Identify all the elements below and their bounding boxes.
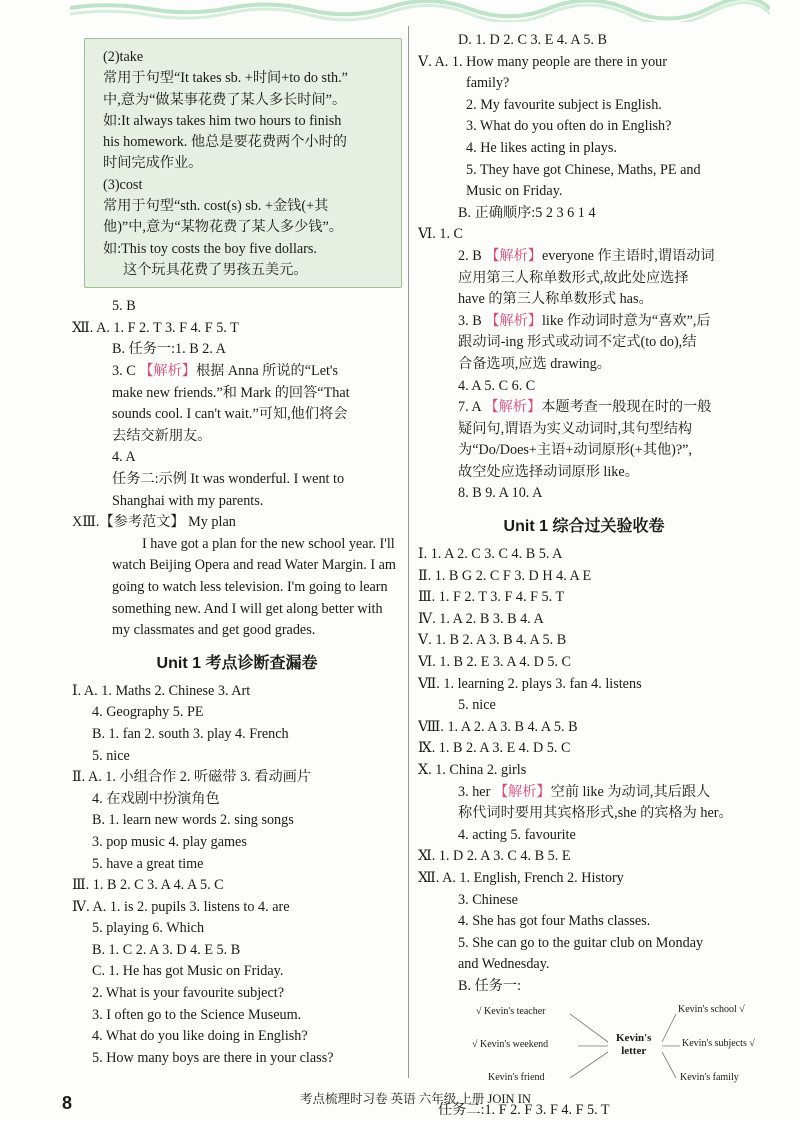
note-line: 他)”中,意为“某物花费了某人多少钱”。	[103, 219, 343, 236]
answer-line: Ⅻ. A. 1. F 2. T 3. F 4. F 5. T	[72, 319, 239, 336]
answer-line: make new friends.”和 Mark 的回答“That	[112, 384, 350, 401]
answer-line: 3. her 【解析】空前 like 为动词,其后跟人	[458, 783, 711, 800]
answer-line: Ⅷ. 1. A 2. A 3. B 4. A 5. B	[418, 718, 578, 735]
usage-note-box	[84, 38, 402, 288]
page-footer: 考点梳理时习卷 英语 六年级 上册 JOIN IN	[300, 1092, 531, 1106]
answer-line: Ⅵ. 1. C	[418, 226, 464, 243]
note-line: 时间完成作业。	[103, 155, 203, 172]
mind-map-node: Kevin's school √	[678, 1003, 745, 1015]
answer-line: 4. A	[112, 449, 136, 466]
note-line: 常用于句型“It takes sb. +时间+to do sth.”	[103, 70, 348, 87]
note-line: 如:It always takes him two hours to finish	[103, 112, 342, 129]
left-column	[72, 30, 402, 1069]
answer-line: Ⅳ. A. 1. is 2. pupils 3. listens to 4. are	[72, 898, 290, 915]
answer-line: 去结交新朋友。	[112, 427, 212, 444]
answer-line: C. 1. He has got Music on Friday.	[92, 963, 284, 980]
answer-line: 3. B 【解析】like 作动词时意为“喜欢”,后	[458, 312, 711, 329]
answer-line: 4. He likes acting in plays.	[466, 139, 617, 156]
answer-line: Shanghai with my parents.	[112, 492, 264, 509]
answer-line: Ⅴ. 1. B 2. A 3. B 4. A 5. B	[418, 632, 567, 649]
answer-line: XⅢ.【参考范文】 My plan	[72, 514, 236, 531]
mind-map	[458, 1002, 755, 1094]
note-line: his homework. 他总是要花费两个小时的	[103, 134, 347, 151]
answer-line: 2. What is your favourite subject?	[92, 985, 285, 1002]
answer-line: Ⅺ. 1. D 2. A 3. C 4. B 5. E	[418, 848, 571, 865]
answer-line: 任务二:示例 It was wonderful. I went to	[112, 471, 345, 488]
answer-line: 应用第三人称单数形式,故此处应选择	[458, 269, 689, 286]
answer-line: 2. B 【解析】everyone 作主语时,谓语动词	[458, 247, 715, 264]
answer-line: Ⅲ. 1. F 2. T 3. F 4. F 5. T	[418, 589, 565, 606]
answer-line: 5. playing 6. Which	[92, 920, 205, 937]
answer-line: D. 1. D 2. C 3. E 4. A 5. B	[458, 32, 607, 48]
mind-map-node: Kevin's friend	[488, 1071, 545, 1083]
answer-line: 2. My favourite subject is English.	[466, 96, 662, 113]
analysis-tag: 【解析】	[485, 247, 542, 264]
answer-line: 称代词时要用其宾格形式,she 的宾格为 her。	[458, 805, 733, 822]
answer-line: 5. nice	[458, 697, 496, 714]
answer-line: and Wednesday.	[458, 956, 550, 973]
answer-line: Ⅰ. 1. A 2. C 3. C 4. B 5. A	[418, 546, 563, 563]
answer-line: 5. How many boys are there in your class?	[92, 1049, 334, 1066]
answer-line: 4. 在戏剧中扮演角色	[92, 790, 220, 807]
note-line: (3)cost	[103, 176, 143, 193]
answer-line: B. 正确顺序:5 2 3 6 1 4	[458, 204, 596, 221]
note-line: 中,意为“做某事花费了某人多长时间”。	[103, 91, 347, 108]
answer-line: B. 1. learn new words 2. sing songs	[92, 812, 294, 829]
answer-line: Ⅶ. 1. learning 2. plays 3. fan 4. listens	[418, 675, 642, 692]
answer-line: B. 任务一:	[458, 977, 522, 994]
column-divider	[408, 26, 409, 1078]
answer-line: 5. She can go to the guitar club on Monday	[458, 934, 704, 951]
analysis-tag: 【解析】	[485, 312, 542, 329]
answer-line: 跟动词-ing 形式或动词不定式(to do),结	[458, 334, 697, 351]
answer-line: Ⅹ. 1. China 2. girls	[418, 762, 527, 778]
model-essay: I have got a plan for the new school year. I'll watch Beijing Opera and read Water Margin. I am going to watch less television. I'm going to learn something new. And I will get along better with my classmates and get good grades.	[112, 535, 396, 639]
answer-line: 4. What do you like doing in English?	[92, 1028, 308, 1045]
note-line: 这个玩具花费了男孩五美元。	[123, 261, 308, 278]
answer-line: 3. pop music 4. play games	[92, 833, 247, 850]
answer-line: Ⅳ. 1. A 2. B 3. B 4. A	[418, 610, 544, 627]
answer-line: 4. acting 5. favourite	[458, 826, 576, 843]
answer-line: Ⅻ. A. 1. English, French 2. History	[418, 869, 624, 886]
answer-line: sounds cool. I can't wait.”可知,他们将会	[112, 406, 348, 423]
answer-line: 4. A 5. C 6. C	[458, 377, 536, 394]
answer-line: Ⅰ. A. 1. Maths 2. Chinese 3. Art	[72, 682, 251, 699]
answer-line: 5. nice	[92, 747, 130, 764]
answer-line: 5. have a great time	[92, 855, 204, 872]
answer-line: Ⅲ. 1. B 2. C 3. A 4. A 5. C	[72, 877, 224, 894]
page-number: 8	[62, 1093, 73, 1113]
answer-line: 为“Do/Does+主语+动词原形(+其他)?”,	[458, 442, 693, 459]
answer-line: 3. I often go to the Science Museum.	[92, 1006, 302, 1023]
answer-line: 4. She has got four Maths classes.	[458, 913, 651, 930]
answer-line: 3. C 【解析】根据 Anna 所说的“Let's	[112, 363, 339, 380]
answer-line: Ⅱ. A. 1. 小组合作 2. 听磁带 3. 看动画片	[72, 769, 312, 786]
section-heading: Unit 1 综合过关验收卷	[503, 518, 665, 536]
answer-line: Ⅴ. A. 1. How many people are there in your	[418, 53, 668, 70]
answer-line: 合备选项,应选 drawing。	[458, 355, 611, 372]
note-line: 如:This toy costs the boy five dollars.	[103, 240, 317, 257]
answer-line: 5. They have got Chinese, Maths, PE and	[466, 161, 701, 178]
answer-line: B. 1. fan 2. south 3. play 4. French	[92, 725, 289, 742]
mind-map-center	[616, 1032, 651, 1058]
answer-line: family?	[466, 75, 510, 92]
mind-map-node: Kevin's subjects √	[682, 1037, 755, 1049]
analysis-tag: 【解析】	[484, 399, 542, 416]
answer-line: B. 1. C 2. A 3. D 4. E 5. B	[92, 941, 241, 958]
answer-line: 3. What do you often do in English?	[466, 118, 672, 135]
mind-map-node: Kevin's family	[680, 1071, 739, 1083]
analysis-tag: 【解析】	[139, 363, 196, 380]
mind-map-node: √ Kevin's teacher	[476, 1005, 546, 1017]
answer-line: 任务二:1. F 2. F 3. F 4. F 5. T	[438, 1101, 610, 1118]
right-column	[418, 30, 755, 1121]
answer-line: 5. B	[112, 298, 136, 315]
decorative-wave-band	[70, 0, 770, 22]
answer-line: 疑问句,谓语为实义动词时,其句型结构	[458, 420, 693, 437]
answer-line: Music on Friday.	[466, 183, 563, 200]
answer-line: Ⅸ. 1. B 2. A 3. E 4. D 5. C	[418, 740, 571, 757]
answer-line: Ⅵ. 1. B 2. E 3. A 4. D 5. C	[418, 654, 572, 671]
mind-map-center-line: Kevin's	[616, 1031, 652, 1044]
answer-line: Ⅱ. 1. B G 2. C F 3. D H 4. A E	[418, 567, 592, 584]
answer-line: 3. Chinese	[458, 891, 518, 908]
answer-line: 故空处应选择动词原形 like。	[458, 463, 639, 480]
mind-map-center-line: letter	[621, 1044, 647, 1057]
answer-line: 7. A 【解析】本题考查一般现在时的一般	[458, 399, 712, 416]
mind-map-node: √ Kevin's weekend	[472, 1038, 549, 1050]
section-heading: Unit 1 考点诊断查漏卷	[156, 654, 318, 672]
answer-line: have 的第三人称单数形式 has。	[458, 291, 653, 308]
note-line: (2)take	[103, 49, 144, 65]
analysis-tag: 【解析】	[493, 783, 551, 800]
answer-line: 4. Geography 5. PE	[92, 704, 204, 721]
answer-line: 8. B 9. A 10. A	[458, 485, 543, 502]
note-line: 常用于句型“sth. cost(s) sb. +金钱(+其	[103, 198, 329, 215]
answer-line: B. 任务一:1. B 2. A	[112, 341, 226, 358]
